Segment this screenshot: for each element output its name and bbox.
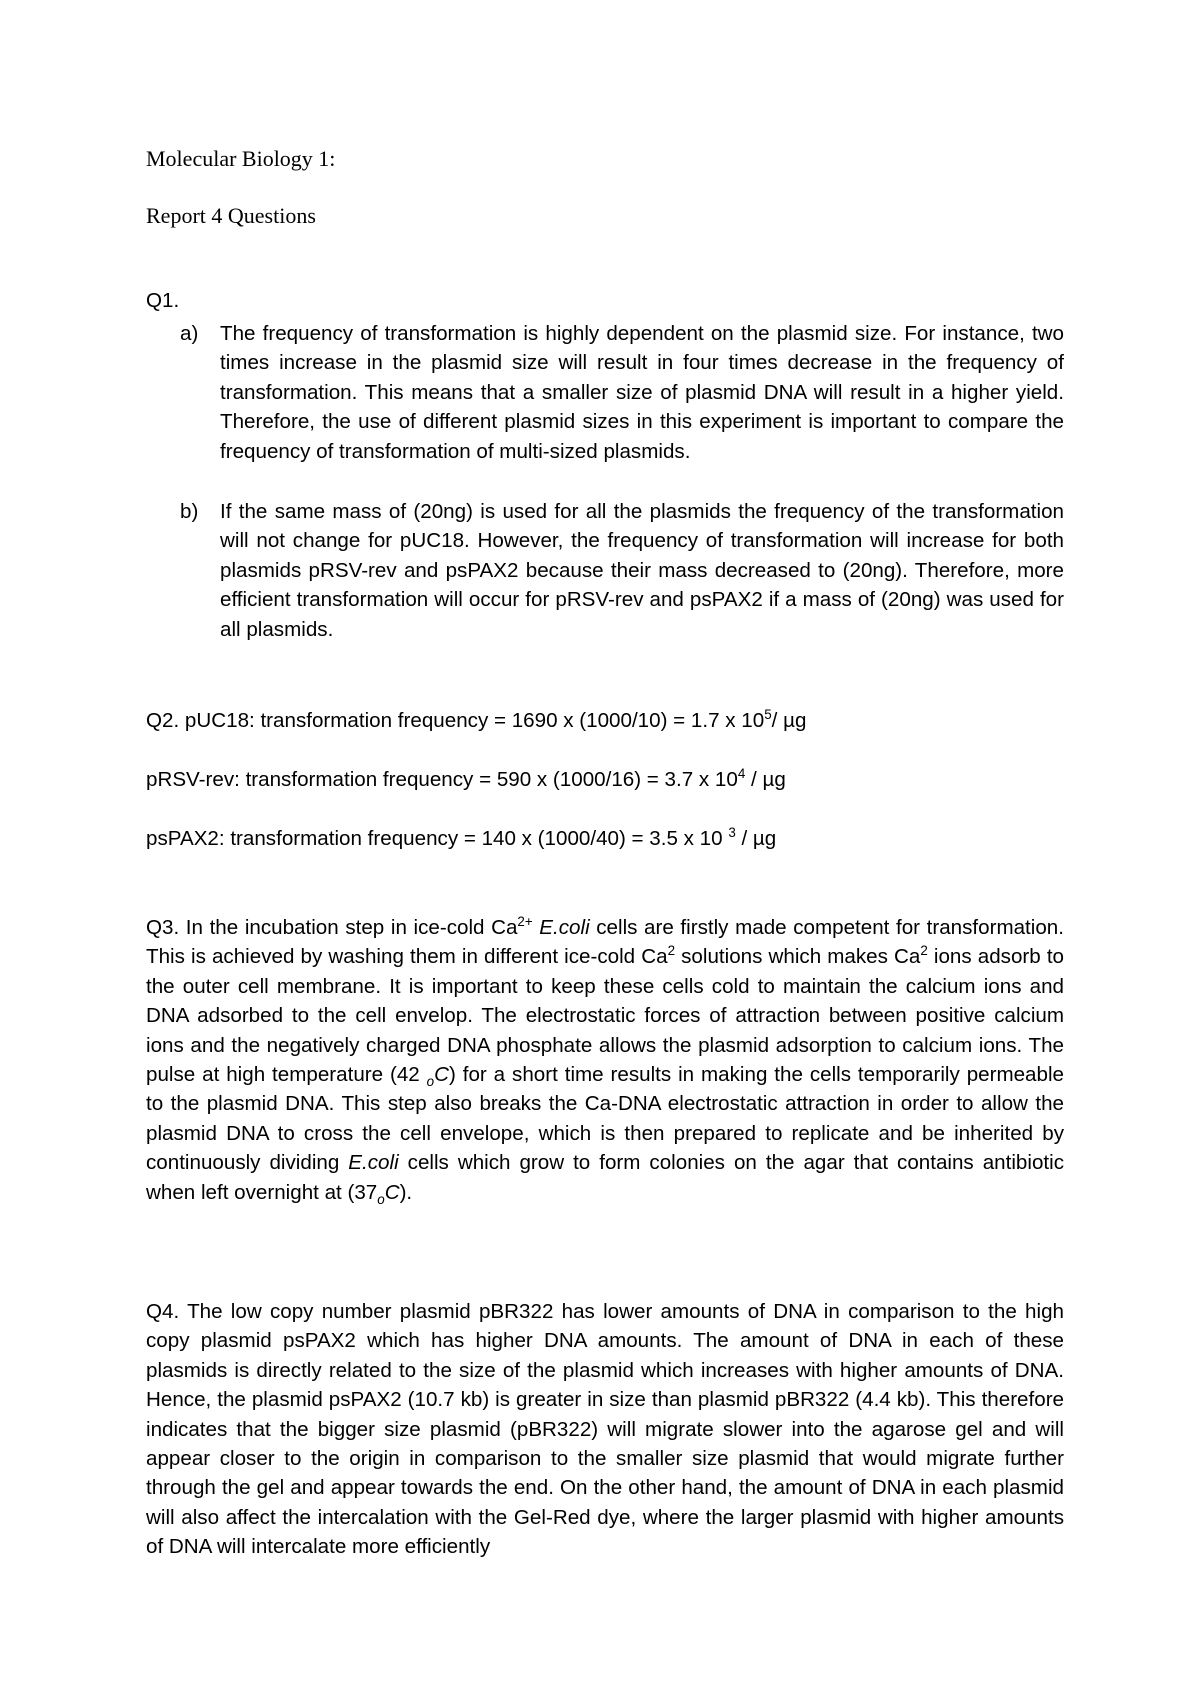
- q2-line1-exponent: 5: [764, 707, 772, 723]
- q3-part7: ).: [399, 1180, 413, 1204]
- q2-line2-text: pRSV-rev: transformation frequency = 590 x (1000/16) = 3.7 x 10: [146, 768, 738, 791]
- q3-celsius1: C: [434, 1063, 449, 1087]
- q2-line-pspax2: [146, 824, 776, 853]
- q3-part2: cells are firstly made competent for transformation. This is achieved by washing them in different ice-cold Ca: [146, 916, 1064, 969]
- q2-line-prsv-rev: [146, 765, 786, 794]
- q3-part1: Q3. In the incubation step in ice-cold Ca: [146, 916, 518, 939]
- q1-a-marker: a): [180, 322, 199, 345]
- q1-b-text: If the same mass of (20ng) is used for all the plasmids the frequency of the transformation will not change for pUC18. However, the frequency of transformation will increase for both plasmids pRSV-rev and psPAX2 because their mass decreased to (20ng). Therefore, more efficient transformation will occur for pRSV-rev and psPAX2 if a mass of (20ng) was used for all plasmids.: [220, 500, 1064, 641]
- q2-line1-text: Q2. pUC18: transformation frequency = 1690 x (1000/10) = 1.7 x 10: [146, 709, 765, 732]
- q2-line2-unit: / µg: [745, 768, 786, 791]
- q2-line3-unit: / µg: [735, 827, 777, 850]
- q3-celsius2: C: [384, 1180, 400, 1204]
- q3-part4: ions adsorb to the outer cell membrane. It is important to keep these cells cold to maintain the calcium ions and DNA adsorbed to the cell envelop. The electrostatic forces of attraction between positive calcium ions and the negatively charged DNA phosphate allows the plasmid adsorption to calcium ions. The pulse at high temperature (42: [146, 945, 1065, 1087]
- q1-label: Q1.: [146, 289, 180, 312]
- q3-paragraph: [146, 913, 1064, 1207]
- q3-part6: cells which grow to form colonies on the agar that contains antibiotic when left overnight at (37: [146, 1151, 1064, 1204]
- q1-b-marker: b): [180, 500, 199, 523]
- q1-item-b: [180, 497, 1064, 644]
- q2-line3-text: psPAX2: transformation frequency = 140 x (1000/40) = 3.5 x 10: [146, 827, 729, 850]
- q3-degree1: o: [426, 1074, 435, 1090]
- q2-line3-exponent: 3: [728, 825, 736, 841]
- q3-sup2: 2: [667, 943, 676, 959]
- q3-part5: ) for a short time results in making the cells temporarily permeable to the plasmid DNA. This step also breaks the Ca-DNA electrostatic attraction in order to allow the plasmid DNA to cross the cell envelope, which is then prepared to replicate and be inherited by continuously dividing: [146, 1063, 1064, 1175]
- q2-line2-exponent: 4: [737, 766, 746, 782]
- q3-sup1: 2+: [517, 914, 533, 930]
- report-title: Report 4 Questions: [146, 203, 316, 228]
- q3-italic1: E.coli: [539, 916, 590, 939]
- q3-degree2: o: [377, 1191, 385, 1207]
- q1-a-text: The frequency of transformation is highly dependent on the plasmid size. For instance, two times increase in the plasmid size will result in four times decrease in the frequency of transformation. This means that a smaller size of plasmid DNA will result in a higher yield. Therefore, the use of different plasmid sizes in this experiment is important to compare the frequency of transformation of multi-sized plasmids.: [220, 322, 1064, 463]
- q3-sup3: 2: [920, 943, 928, 959]
- q2-line-puc18: [146, 706, 806, 735]
- course-title: Molecular Biology 1:: [146, 146, 336, 171]
- q1-item-a: [180, 319, 1064, 466]
- q3-part3: solutions which makes Ca: [675, 945, 921, 969]
- q3-italic2: E.coli: [348, 1151, 399, 1175]
- q2-line1-unit: / µg: [771, 709, 807, 732]
- q4-paragraph: Q4. The low copy number plasmid pBR322 has lower amounts of DNA in comparison to the high copy plasmid psPAX2 which has higher DNA amounts. The amount of DNA in each of these plasmids is directly related to the size of the plasmid which increases with higher amounts of DNA. Hence, the plasmid psPAX2 (10.7 kb) is greater in size than plasmid pBR322 (4.4 kb). This therefore indicates that the bigger size plasmid (pBR322) will migrate slower into the agarose gel and will appear closer to the origin in comparison to the smaller size plasmid that would migrate further through the gel and appear towards the end. On the other hand, the amount of DNA in each plasmid will also affect the intercalation with the Gel-Red dye, where the larger plasmid with higher amounts of DNA will intercalate more efficiently: [146, 1300, 1064, 1559]
